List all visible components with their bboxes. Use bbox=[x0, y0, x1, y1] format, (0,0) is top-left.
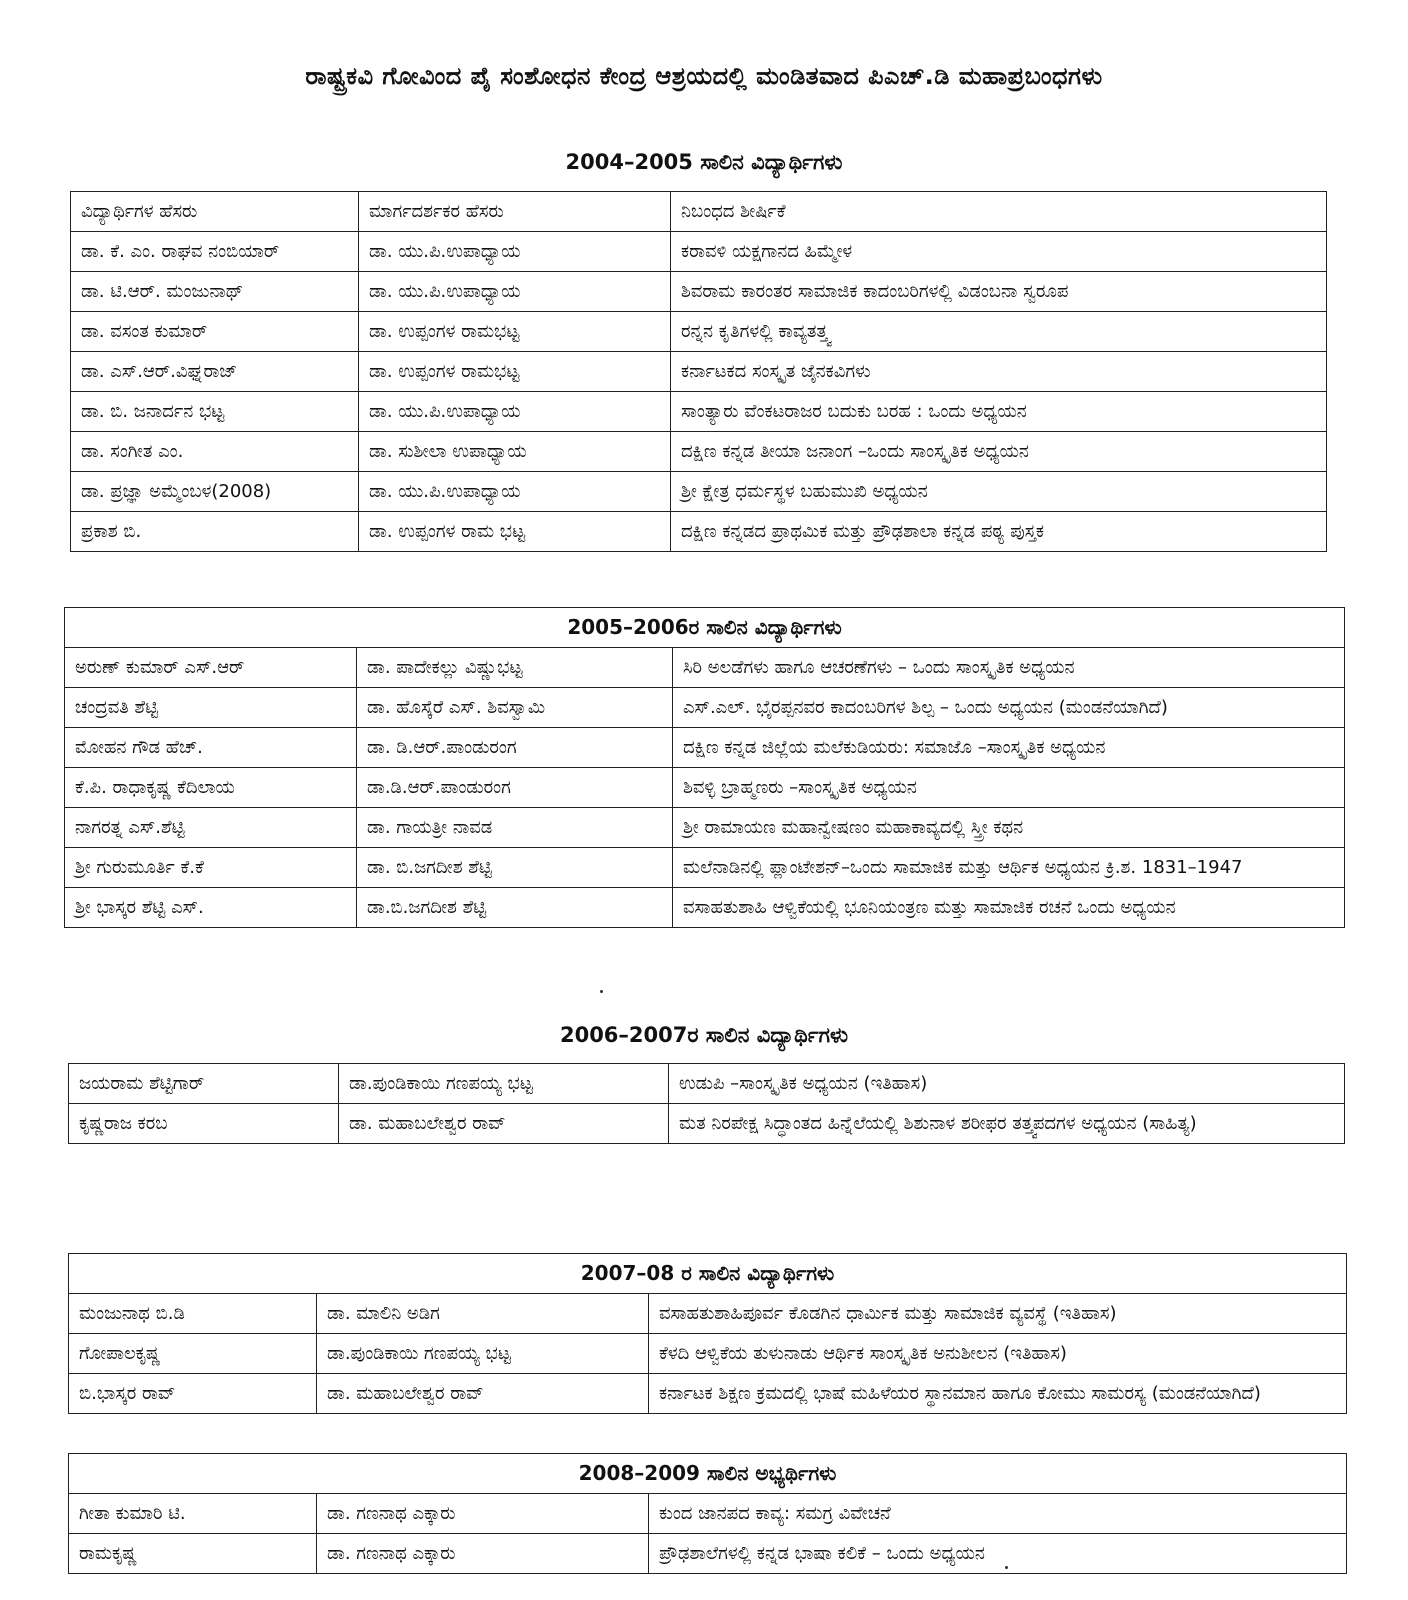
thesis-title: ಕರ್ನಾಟಕದ ಸಂಸ್ಕೃತ ಜೈನಕವಿಗಳು bbox=[671, 352, 1327, 392]
scan-speck bbox=[1005, 1566, 1008, 1569]
thesis-title: ಮತ ನಿರಪೇಕ್ಷ ಸಿದ್ಧಾಂತದ ಹಿನ್ನೆಲೆಯಲ್ಲಿ ಶಿಶುನಾಳ ಶರೀಫರ ತತ್ತ್ವಪದಗಳ ಅಧ್ಯಯನ (ಸಾಹಿತ್ಯ) bbox=[669, 1104, 1345, 1144]
column-header-thesis: ನಿಬಂಧದ ಶೀರ್ಷಿಕೆ bbox=[671, 192, 1327, 232]
student-name: ಡಾ. ವಸಂತ ಕುಮಾರ್ bbox=[71, 312, 359, 352]
section-heading-2008-2009: 2008–2009 ಸಾಲಿನ ಅಭ್ಯರ್ಥಿಗಳು bbox=[69, 1454, 1347, 1494]
thesis-title: ಕೆಳದಿ ಆಳ್ವಿಕೆಯ ತುಳುನಾಡು ಆರ್ಥಿಕ ಸಾಂಸ್ಕೃತಿಕ ಅನುಶೀಲನ (ಇತಿಹಾಸ) bbox=[649, 1334, 1347, 1374]
thesis-title: ಶಿವಳ್ಳಿ ಬ್ರಾಹ್ಮಣರು –ಸಾಂಸ್ಕೃತಿಕ ಅಧ್ಯಯನ bbox=[673, 768, 1345, 808]
guide-name: ಡಾ. ಗಾಯತ್ರೀ ನಾವಡ bbox=[357, 808, 673, 848]
student-name: ಡಾ. ಎಸ್.ಆರ್.ವಿಘ್ನರಾಜ್ bbox=[71, 352, 359, 392]
student-name: ಡಾ. ಕೆ. ಎಂ. ರಾಘವ ನಂಬಿಯಾರ್ bbox=[71, 232, 359, 272]
guide-name: ಡಾ. ಉಪ್ಪಂಗಳ ರಾಮಭಟ್ಟ bbox=[359, 312, 671, 352]
table-2005-2006 bbox=[64, 607, 1345, 928]
guide-name: ಡಾ. ಹೊಸ್ಕೆರೆ ಎಸ್. ಶಿವಸ್ವಾಮಿ bbox=[357, 688, 673, 728]
thesis-title: ಸಿರಿ ಅಲಡೆಗಳು ಹಾಗೂ ಆಚರಣೆಗಳು – ಒಂದು ಸಾಂಸ್ಕೃತಿಕ ಅಧ್ಯಯನ bbox=[673, 648, 1345, 688]
guide-name: ಡಾ. ಡಿ.ಆರ್.ಪಾಂಡುರಂಗ bbox=[357, 728, 673, 768]
student-name: ಜಯರಾಮ ಶೆಟ್ಟಿಗಾರ್ bbox=[69, 1064, 339, 1104]
guide-name: ಡಾ. ಉಪ್ಪಂಗಳ ರಾಮಭಟ್ಟ bbox=[359, 352, 671, 392]
section-heading-2007-08: 2007–08 ರ ಸಾಲಿನ ವಿದ್ಯಾರ್ಥಿಗಳು bbox=[69, 1254, 1347, 1294]
guide-name: ಡಾ. ಬಿ.ಜಗದೀಶ ಶೆಟ್ಟಿ bbox=[357, 848, 673, 888]
table-row bbox=[71, 272, 1327, 312]
student-name: ನಾಗರತ್ನ ಎಸ್.ಶೆಟ್ಟಿ bbox=[65, 808, 357, 848]
thesis-title: ಶಿವರಾಮ ಕಾರಂತರ ಸಾಮಾಜಿಕ ಕಾದಂಬರಿಗಳಲ್ಲಿ ವಿಡಂಬನಾ ಸ್ವರೂಪ bbox=[671, 272, 1327, 312]
section-heading-2004-2005: 2004–2005 ಸಾಲಿನ ವಿದ್ಯಾರ್ಥಿಗಳು bbox=[565, 150, 843, 174]
thesis-title: ಸಾಂತ್ಯಾರು ವೆಂಕಟರಾಜರ ಬದುಕು ಬರಹ : ಒಂದು ಅಧ್ಯಯನ bbox=[671, 392, 1327, 432]
page-title: ರಾಷ್ಟ್ರಕವಿ ಗೋವಿಂದ ಪೈ ಸಂಶೋಧನ ಕೇಂದ್ರ ಆಶ್ರಯದಲ್ಲಿ ಮಂಡಿತವಾದ ಪಿಎಚ್.ಡಿ ಮಹಾಪ್ರಬಂಧಗಳು bbox=[305, 62, 1103, 90]
thesis-title: ಮಲೆನಾಡಿನಲ್ಲಿ ಪ್ಲಾಂಟೇಶನ್–ಒಂದು ಸಾಮಾಜಿಕ ಮತ್ತು ಆರ್ಥಿಕ ಅಧ್ಯಯನ ಕ್ರಿ.ಶ. 1831–1947 bbox=[673, 848, 1345, 888]
table-row bbox=[69, 1534, 1347, 1574]
table-row bbox=[65, 728, 1345, 768]
guide-name: ಡಾ. ಗಣನಾಥ ಎಕ್ಕಾರು bbox=[317, 1534, 649, 1574]
student-name: ಶ್ರೀ ಭಾಸ್ಕರ ಶೆಟ್ಟಿ ಎಸ್. bbox=[65, 888, 357, 928]
table-row bbox=[71, 392, 1327, 432]
table-row bbox=[69, 1494, 1347, 1534]
guide-name: ಡಾ. ಗಣನಾಥ ಎಕ್ಕಾರು bbox=[317, 1494, 649, 1534]
table-row bbox=[65, 808, 1345, 848]
student-name: ಬಿ.ಭಾಸ್ಕರ ರಾವ್ bbox=[69, 1374, 317, 1414]
section-heading-row bbox=[69, 1254, 1347, 1294]
guide-name: ಡಾ. ಉಪ್ಪಂಗಳ ರಾಮ ಭಟ್ಟ bbox=[359, 512, 671, 552]
student-name: ಪ್ರಕಾಶ ಬಿ. bbox=[71, 512, 359, 552]
table-row bbox=[71, 232, 1327, 272]
table-row bbox=[69, 1104, 1345, 1144]
student-name: ಚಂದ್ರವತಿ ಶೆಟ್ಟಿ bbox=[65, 688, 357, 728]
student-name: ರಾಮಕೃಷ್ಣ bbox=[69, 1534, 317, 1574]
guide-name: ಡಾ. ಯು.ಪಿ.ಉಪಾಧ್ಯಾಯ bbox=[359, 392, 671, 432]
thesis-title: ಉಡುಪಿ –ಸಾಂಸ್ಕೃತಿಕ ಅಧ್ಯಯನ (ಇತಿಹಾಸ) bbox=[669, 1064, 1345, 1104]
student-name: ಮೋಹನ ಗೌಡ ಹೆಚ್. bbox=[65, 728, 357, 768]
table-row bbox=[65, 768, 1345, 808]
student-name: ಶ್ರೀ ಗುರುಮೂರ್ತಿ ಕೆ.ಕೆ bbox=[65, 848, 357, 888]
table-2004-2005 bbox=[70, 191, 1327, 552]
table-2007-2008 bbox=[68, 1253, 1347, 1414]
student-name: ಕೆ.ಪಿ. ರಾಧಾಕೃಷ್ಣ ಕೆದಿಲಾಯ bbox=[65, 768, 357, 808]
section-heading-2006-2007: 2006–2007ರ ಸಾಲಿನ ವಿದ್ಯಾರ್ಥಿಗಳು bbox=[559, 1023, 849, 1047]
guide-name: ಡಾ. ಪಾದೇಕಲ್ಲು ವಿಷ್ಣುಭಟ್ಟ bbox=[357, 648, 673, 688]
guide-name: ಡಾ. ಮಹಾಬಲೇಶ್ವರ ರಾವ್ bbox=[339, 1104, 669, 1144]
student-name: ಮಂಜುನಾಥ ಬಿ.ಡಿ bbox=[69, 1294, 317, 1334]
student-name: ಡಾ. ಬಿ. ಜನಾರ್ದನ ಭಟ್ಟ bbox=[71, 392, 359, 432]
table-row bbox=[65, 888, 1345, 928]
section-heading-row bbox=[69, 1454, 1347, 1494]
scan-speck bbox=[600, 990, 603, 993]
student-name: ಗೀತಾ ಕುಮಾರಿ ಟಿ. bbox=[69, 1494, 317, 1534]
guide-name: ಡಾ.ಡಿ.ಆರ್.ಪಾಂಡುರಂಗ bbox=[357, 768, 673, 808]
thesis-title: ಕುಂದ ಜಾನಪದ ಕಾವ್ಯ: ಸಮಗ್ರ ವಿವೇಚನೆ bbox=[649, 1494, 1347, 1534]
guide-name: ಡಾ. ಯು.ಪಿ.ಉಪಾಧ್ಯಾಯ bbox=[359, 232, 671, 272]
thesis-title: ಶ್ರೀ ರಾಮಾಯಣ ಮಹಾನ್ವೇಷಣಂ ಮಹಾಕಾವ್ಯದಲ್ಲಿ ಸ್ತ್ರೀ ಕಥನ bbox=[673, 808, 1345, 848]
table-row bbox=[71, 352, 1327, 392]
student-name: ಅರುಣ್ ಕುಮಾರ್ ಎಸ್.ಆರ್ bbox=[65, 648, 357, 688]
guide-name: ಡಾ. ಯು.ಪಿ.ಉಪಾಧ್ಯಾಯ bbox=[359, 272, 671, 312]
student-name: ಡಾ. ಟಿ.ಆರ್. ಮಂಜುನಾಥ್ bbox=[71, 272, 359, 312]
table-row bbox=[71, 472, 1327, 512]
thesis-title: ರನ್ನನ ಕೃತಿಗಳಲ್ಲಿ ಕಾವ್ಯತತ್ತ್ವ bbox=[671, 312, 1327, 352]
thesis-title: ದಕ್ಷಿಣ ಕನ್ನಡ ತೀಯಾ ಜನಾಂಗ –ಒಂದು ಸಾಂಸ್ಕೃತಿಕ ಅಧ್ಯಯನ bbox=[671, 432, 1327, 472]
table-2006-2007 bbox=[68, 1063, 1345, 1144]
section-heading-2005-2006: 2005–2006ರ ಸಾಲಿನ ವಿದ್ಯಾರ್ಥಿಗಳು bbox=[65, 608, 1345, 648]
table-row bbox=[69, 1294, 1347, 1334]
thesis-title: ಕರಾವಳಿ ಯಕ್ಷಗಾನದ ಹಿಮ್ಮೇಳ bbox=[671, 232, 1327, 272]
guide-name: ಡಾ.ಪುಂಡಿಕಾಯಿ ಗಣಪಯ್ಯ ಭಟ್ಟ bbox=[317, 1334, 649, 1374]
thesis-title: ಕರ್ನಾಟಕ ಶಿಕ್ಷಣ ಕ್ರಮದಲ್ಲಿ ಭಾಷೆ ಮಹಿಳೆಯರ ಸ್ಥಾನಮಾನ ಹಾಗೂ ಕೋಮು ಸಾಮರಸ್ಯ (ಮಂಡನೆಯಾಗಿದೆ) bbox=[649, 1374, 1347, 1414]
table-row bbox=[65, 648, 1345, 688]
thesis-title: ವಸಾಹತುಶಾಹಿ ಆಳ್ವಿಕೆಯಲ್ಲಿ ಭೂನಿಯಂತ್ರಣ ಮತ್ತು ಸಾಮಾಜಿಕ ರಚನೆ ಒಂದು ಅಧ್ಯಯನ bbox=[673, 888, 1345, 928]
table-row bbox=[71, 312, 1327, 352]
section-heading-row bbox=[65, 608, 1345, 648]
column-header-guide: ಮಾರ್ಗದರ್ಶಕರ ಹೆಸರು bbox=[359, 192, 671, 232]
table-row bbox=[65, 688, 1345, 728]
table-row bbox=[65, 848, 1345, 888]
thesis-title: ಪ್ರೌಢಶಾಲೆಗಳಲ್ಲಿ ಕನ್ನಡ ಭಾಷಾ ಕಲಿಕೆ – ಒಂದು ಅಧ್ಯಯನ bbox=[649, 1534, 1347, 1574]
table-row bbox=[69, 1374, 1347, 1414]
thesis-title: ದಕ್ಷಿಣ ಕನ್ನಡ ಜಿಲ್ಲೆಯ ಮಲೆಕುಡಿಯರು: ಸಮಾಜೊ –ಸಾಂಸ್ಕೃತಿಕ ಅಧ್ಯಯನ bbox=[673, 728, 1345, 768]
guide-name: ಡಾ. ಮಾಲಿನಿ ಅಡಿಗ bbox=[317, 1294, 649, 1334]
table-row bbox=[71, 512, 1327, 552]
student-name: ಡಾ. ಸಂಗೀತ ಎಂ. bbox=[71, 432, 359, 472]
table-header-row bbox=[71, 192, 1327, 232]
guide-name: ಡಾ. ಮಹಾಬಲೇಶ್ವರ ರಾವ್ bbox=[317, 1374, 649, 1414]
table-row bbox=[71, 432, 1327, 472]
student-name: ಕೃಷ್ಣರಾಜ ಕರಬ bbox=[69, 1104, 339, 1144]
table-row bbox=[69, 1064, 1345, 1104]
thesis-title: ವಸಾಹತುಶಾಹಿಪೂರ್ವ ಕೊಡಗಿನ ಧಾರ್ಮಿಕ ಮತ್ತು ಸಾಮಾಜಿಕ ವ್ಯವಸ್ಥೆ (ಇತಿಹಾಸ) bbox=[649, 1294, 1347, 1334]
column-header-student: ವಿದ್ಯಾರ್ಥಿಗಳ ಹೆಸರು bbox=[71, 192, 359, 232]
table-2008-2009 bbox=[68, 1453, 1347, 1574]
table-row bbox=[69, 1334, 1347, 1374]
guide-name: ಡಾ.ಬಿ.ಜಗದೀಶ ಶೆಟ್ಟಿ bbox=[357, 888, 673, 928]
student-name: ಗೋಪಾಲಕೃಷ್ಣ bbox=[69, 1334, 317, 1374]
guide-name: ಡಾ.ಪುಂಡಿಕಾಯಿ ಗಣಪಯ್ಯ ಭಟ್ಟ bbox=[339, 1064, 669, 1104]
thesis-title: ದಕ್ಷಿಣ ಕನ್ನಡದ ಪ್ರಾಥಮಿಕ ಮತ್ತು ಪ್ರೌಢಶಾಲಾ ಕನ್ನಡ ಪಠ್ಯ ಪುಸ್ತಕ bbox=[671, 512, 1327, 552]
student-name: ಡಾ. ಪ್ರಜ್ಞಾ ಅಮ್ಮೆಂಬಳ(2008) bbox=[71, 472, 359, 512]
guide-name: ಡಾ. ಯು.ಪಿ.ಉಪಾಧ್ಯಾಯ bbox=[359, 472, 671, 512]
thesis-title: ಎಸ್.ಎಲ್. ಭೈರಪ್ಪನವರ ಕಾದಂಬರಿಗಳ ಶಿಲ್ಪ – ಒಂದು ಅಧ್ಯಯನ (ಮಂಡನೆಯಾಗಿದೆ) bbox=[673, 688, 1345, 728]
guide-name: ಡಾ. ಸುಶೀಲಾ ಉಪಾಧ್ಯಾಯ bbox=[359, 432, 671, 472]
thesis-title: ಶ್ರೀ ಕ್ಷೇತ್ರ ಧರ್ಮಸ್ಥಳ ಬಹುಮುಖಿ ಅಧ್ಯಯನ bbox=[671, 472, 1327, 512]
